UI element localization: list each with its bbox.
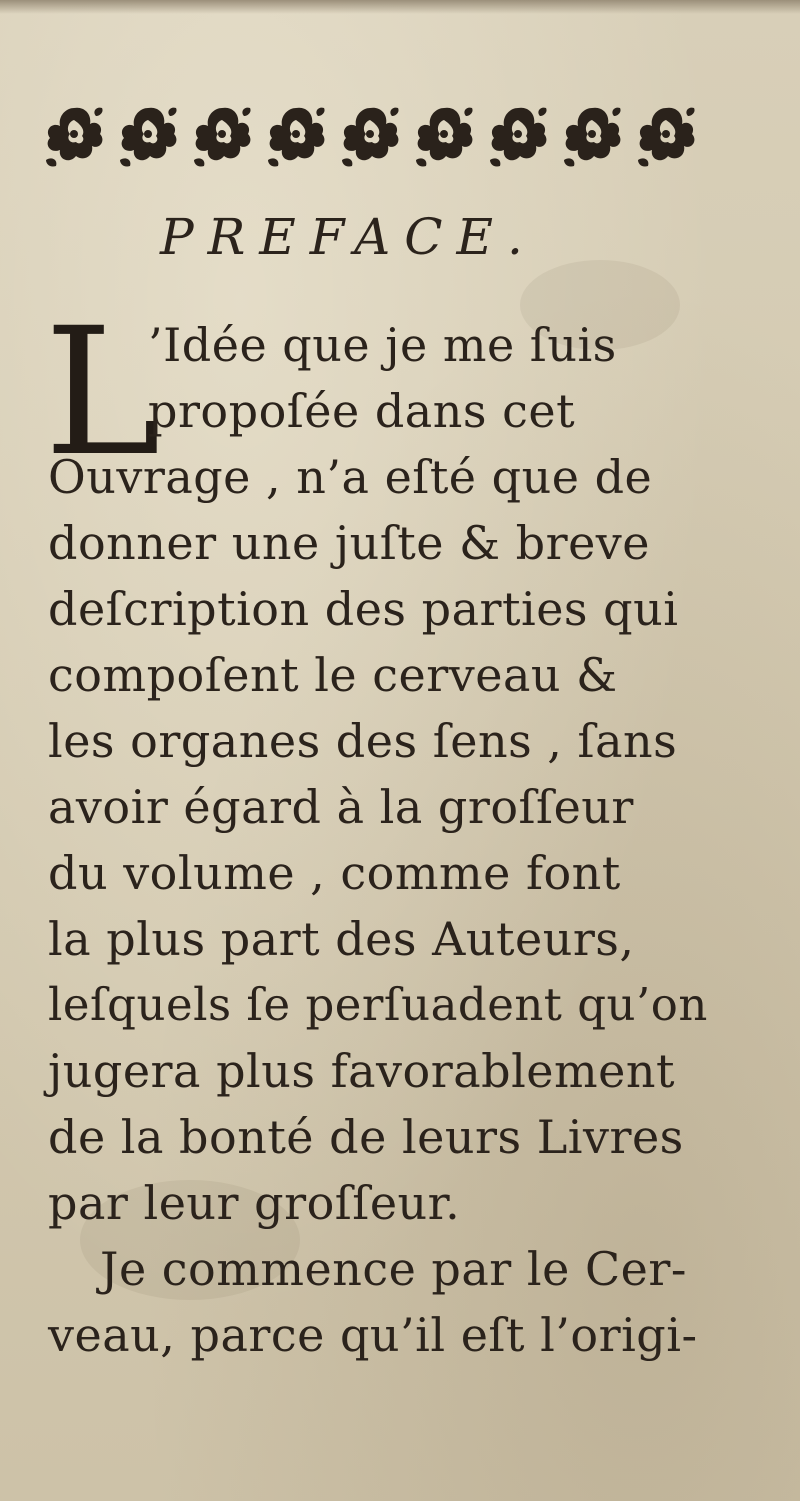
fleuron-icon: [558, 100, 626, 170]
fleuron-icon: [188, 100, 256, 170]
fleuron-icon: [632, 100, 700, 170]
fleuron-icon: [410, 100, 478, 170]
fleuron-icon: [114, 100, 182, 170]
text-line: Je commence par le Cer-: [100, 1242, 687, 1296]
text-line: par leur groſſeur.: [48, 1176, 461, 1230]
text-line: la plus part des Auteurs,: [48, 912, 635, 966]
text-line: leſquels ſe perſuadent qu’on: [48, 978, 708, 1031]
fleuron-icon: [336, 100, 404, 170]
text-line: avoir égard à la groſſeur: [48, 780, 634, 834]
page-title: PREFACE.: [160, 208, 537, 266]
fleuron-icon: [40, 100, 108, 170]
text-line: Ouvrage , n’a eſté que de: [48, 450, 653, 504]
page-top-edge: [0, 0, 800, 14]
drop-cap: L: [44, 290, 161, 495]
fleuron-icon: [484, 100, 552, 170]
text-line: du volume , comme font: [48, 846, 621, 900]
text-line: deſcription des parties qui: [48, 582, 679, 636]
text-line: compoſent le cerveau &: [48, 648, 618, 702]
ornament-band: [40, 92, 700, 178]
text-line: propoſée dans cet: [148, 384, 576, 438]
fleuron-icon: [262, 100, 330, 170]
text-line: ’Idée que je me ſuis: [148, 318, 617, 372]
text-line: jugera plus favorablement: [48, 1044, 675, 1098]
text-line: de la bonté de leurs Livres: [48, 1110, 684, 1164]
text-line: veau, parce qu’il eſt l’origi-: [48, 1308, 698, 1362]
text-line: les organes des ſens , ſans: [48, 714, 678, 768]
text-line: donner une juſte & breve: [48, 516, 651, 570]
